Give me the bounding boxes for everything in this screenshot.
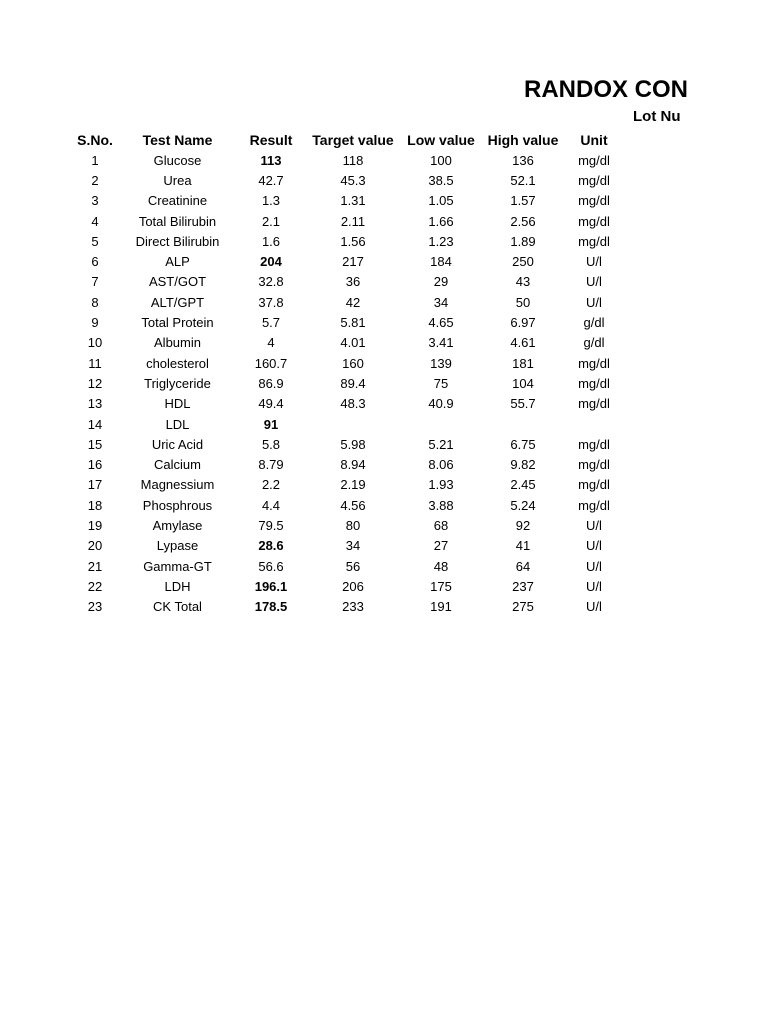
table-row	[70, 536, 625, 556]
cell-low-value: 1.23	[428, 233, 454, 249]
cell-sno: 16	[87, 457, 103, 473]
cell-high-value	[483, 414, 563, 434]
cell-low-value: 68	[433, 517, 449, 533]
cell-test-name: Uric Acid	[151, 436, 204, 452]
table-row	[70, 394, 625, 414]
cell-target-value: 56	[345, 558, 361, 574]
cell-high-value: 4.61	[510, 335, 536, 351]
cell-sno: 15	[87, 436, 103, 452]
cell-result: 28.6	[258, 538, 284, 554]
lot-number-label: Lot Nu	[633, 108, 681, 125]
cell-low-value: 3.88	[428, 497, 454, 513]
cell-result: 2.1	[261, 213, 281, 229]
cell-target-value: 5.98	[340, 436, 366, 452]
cell-result: 42.7	[258, 172, 284, 188]
cell-test-name: Direct Bilirubin	[135, 233, 220, 249]
table-row	[70, 373, 625, 393]
cell-low-value: 175	[430, 578, 452, 594]
cell-low-value: 4.65	[428, 315, 454, 331]
cell-test-name: Magnessium	[140, 477, 215, 493]
cell-unit: mg/dl	[578, 152, 610, 168]
cell-test-name: Glucose	[153, 152, 202, 168]
cell-low-value: 100	[430, 152, 452, 168]
cell-sno: 20	[87, 538, 103, 554]
cell-low-value	[399, 414, 483, 434]
cell-high-value: 1.89	[510, 233, 536, 249]
cell-test-name: Lypase	[156, 538, 199, 554]
cell-high-value: 104	[512, 375, 534, 391]
cell-sno: 12	[87, 375, 103, 391]
cell-result: 4.4	[261, 497, 281, 513]
cell-unit: U/l	[586, 254, 602, 270]
cell-target-value: 206	[342, 578, 364, 594]
cell-test-name: ALT/GPT	[150, 294, 205, 310]
cell-low-value: 75	[433, 375, 449, 391]
cell-sno: 6	[91, 254, 99, 270]
cell-test-name: AST/GOT	[148, 274, 207, 290]
cell-low-value: 3.41	[428, 335, 454, 351]
cell-sno: 22	[87, 578, 103, 594]
column-header-test-name: Test Name	[142, 132, 213, 148]
cell-high-value: 6.75	[510, 436, 536, 452]
cell-unit: mg/dl	[578, 375, 610, 391]
cell-high-value: 92	[515, 517, 531, 533]
cell-target-value: 2.19	[340, 477, 366, 493]
table-row	[70, 333, 625, 353]
cell-low-value: 1.66	[428, 213, 454, 229]
cell-target-value: 5.81	[340, 315, 366, 331]
cell-result: 196.1	[254, 578, 288, 594]
cell-test-name: cholesterol	[146, 355, 209, 371]
column-header-target-value: Target value	[312, 132, 394, 148]
column-header-unit: Unit	[580, 132, 608, 148]
cell-unit: U/l	[586, 538, 602, 554]
cell-target-value: 217	[342, 254, 364, 270]
cell-low-value: 191	[430, 599, 452, 615]
cell-high-value: 52.1	[510, 172, 536, 188]
table-row	[70, 251, 625, 271]
table-row	[70, 353, 625, 373]
cell-unit: mg/dl	[578, 396, 610, 412]
cell-result: 204	[260, 254, 282, 270]
table-row	[70, 475, 625, 495]
cell-target-value: 80	[345, 517, 361, 533]
cell-unit: mg/dl	[578, 233, 610, 249]
cell-test-name: Total Protein	[141, 315, 214, 331]
cell-result: 37.8	[258, 294, 284, 310]
cell-sno: 9	[91, 315, 99, 331]
cell-result: 91	[263, 416, 279, 432]
cell-result: 8.79	[258, 457, 284, 473]
cell-result: 79.5	[258, 517, 284, 533]
cell-low-value: 1.05	[428, 193, 454, 209]
cell-sno: 1	[91, 152, 99, 168]
cell-high-value: 64	[515, 558, 531, 574]
cell-unit: mg/dl	[578, 193, 610, 209]
cell-low-value: 139	[430, 355, 452, 371]
cell-sno: 11	[88, 355, 102, 371]
cell-high-value: 136	[512, 152, 534, 168]
cell-unit: U/l	[586, 558, 602, 574]
cell-target-value: 118	[342, 152, 364, 168]
cell-unit: mg/dl	[578, 436, 610, 452]
cell-result: 1.6	[261, 233, 281, 249]
cell-high-value: 55.7	[510, 396, 536, 412]
cell-high-value: 2.45	[510, 477, 536, 493]
cell-test-name: CK Total	[153, 599, 202, 615]
cell-unit	[563, 414, 625, 434]
cell-target-value: 36	[345, 274, 361, 290]
cell-target-value: 48.3	[340, 396, 366, 412]
cell-target-value: 2.11	[340, 213, 366, 229]
cell-test-name: Urea	[163, 172, 192, 188]
cell-test-name: ALP	[165, 254, 190, 270]
table-row	[70, 454, 625, 474]
cell-test-name: Calcium	[154, 457, 201, 473]
cell-result: 86.9	[258, 375, 284, 391]
cell-target-value: 4.56	[340, 497, 366, 513]
cell-sno: 4	[91, 213, 99, 229]
table-row	[70, 170, 625, 190]
cell-sno: 23	[87, 599, 103, 615]
cell-test-name: LDH	[164, 578, 191, 594]
cell-unit: mg/dl	[578, 355, 610, 371]
cell-unit: U/l	[586, 274, 602, 290]
cell-unit: U/l	[586, 517, 602, 533]
table-row	[70, 597, 625, 617]
cell-low-value: 1.93	[428, 477, 454, 493]
cell-unit: g/dl	[583, 315, 605, 331]
cell-test-name: Creatinine	[147, 193, 208, 209]
cell-unit: g/dl	[583, 335, 605, 351]
cell-low-value: 48	[433, 558, 449, 574]
cell-result: 32.8	[258, 274, 284, 290]
table-row	[70, 292, 625, 312]
cell-low-value: 29	[433, 274, 449, 290]
cell-target-value: 233	[342, 599, 364, 615]
column-header-low-value: Low value	[407, 132, 475, 148]
cell-low-value: 34	[433, 294, 449, 310]
cell-result: 5.7	[261, 315, 281, 331]
cell-unit: mg/dl	[578, 457, 610, 473]
cell-unit: U/l	[586, 599, 602, 615]
column-header-result: Result	[249, 132, 293, 148]
cell-test-name: Triglyceride	[144, 375, 211, 391]
cell-sno: 5	[91, 233, 99, 249]
column-header-high-value: High value	[487, 132, 559, 148]
column-header-sno: S.No.	[77, 132, 113, 148]
cell-high-value: 5.24	[510, 497, 536, 513]
cell-unit: mg/dl	[578, 477, 610, 493]
qc-results-table	[70, 130, 625, 617]
cell-low-value: 8.06	[428, 457, 454, 473]
cell-high-value: 1.57	[510, 193, 536, 209]
cell-sno: 13	[87, 396, 103, 412]
cell-sno: 17	[87, 477, 103, 493]
cell-sno: 14	[87, 416, 103, 432]
cell-unit: U/l	[586, 294, 602, 310]
cell-low-value: 27	[433, 538, 449, 554]
cell-target-value: 1.56	[340, 233, 366, 249]
cell-sno: 8	[91, 294, 99, 310]
cell-target-value: 160	[342, 355, 364, 371]
table-row	[70, 434, 625, 454]
cell-target-value	[307, 414, 399, 434]
cell-target-value: 89.4	[340, 375, 366, 391]
cell-target-value: 8.94	[340, 457, 366, 473]
cell-test-name: Total Bilirubin	[138, 213, 217, 229]
table-row	[70, 272, 625, 292]
cell-sno: 21	[87, 558, 103, 574]
report-title: RANDOX CON	[524, 76, 689, 103]
cell-test-name: Phosphrous	[142, 497, 213, 513]
table-row	[70, 414, 625, 434]
cell-result: 4	[267, 335, 275, 351]
cell-low-value: 38.5	[428, 172, 454, 188]
cell-high-value: 181	[512, 355, 534, 371]
table-header-row	[70, 130, 625, 150]
table-row	[70, 191, 625, 211]
table-row	[70, 556, 625, 576]
cell-result: 113	[260, 152, 282, 168]
cell-sno: 18	[87, 497, 103, 513]
table-row	[70, 211, 625, 231]
cell-sno: 2	[91, 172, 99, 188]
cell-high-value: 250	[512, 254, 534, 270]
cell-result: 56.6	[258, 558, 284, 574]
cell-unit: mg/dl	[578, 213, 610, 229]
cell-result: 160.7	[254, 355, 288, 371]
cell-test-name: Gamma-GT	[143, 558, 212, 574]
cell-low-value: 184	[430, 254, 452, 270]
cell-high-value: 43	[515, 274, 531, 290]
cell-result: 2.2	[261, 477, 281, 493]
cell-test-name: LDL	[165, 416, 190, 432]
cell-high-value: 275	[512, 599, 534, 615]
cell-target-value: 4.01	[340, 335, 366, 351]
cell-test-name: Amylase	[152, 517, 203, 533]
cell-high-value: 2.56	[510, 213, 536, 229]
cell-target-value: 34	[345, 538, 361, 554]
table-row	[70, 150, 625, 170]
cell-test-name: Albumin	[154, 335, 201, 351]
cell-unit: mg/dl	[578, 172, 610, 188]
cell-low-value: 5.21	[428, 436, 454, 452]
cell-result: 49.4	[258, 396, 284, 412]
cell-unit: U/l	[586, 578, 602, 594]
cell-high-value: 50	[515, 294, 531, 310]
cell-high-value: 237	[512, 578, 534, 594]
table-row	[70, 231, 625, 251]
cell-high-value: 9.82	[510, 457, 536, 473]
cell-low-value: 40.9	[428, 396, 454, 412]
cell-high-value: 41	[515, 538, 531, 554]
cell-result: 1.3	[261, 193, 281, 209]
cell-target-value: 42	[345, 294, 361, 310]
table-row	[70, 576, 625, 596]
cell-sno: 3	[91, 193, 99, 209]
table-row	[70, 515, 625, 535]
cell-result: 178.5	[254, 599, 288, 615]
cell-target-value: 1.31	[340, 193, 366, 209]
cell-unit: mg/dl	[578, 497, 610, 513]
cell-result: 5.8	[261, 436, 281, 452]
cell-high-value: 6.97	[510, 315, 536, 331]
table-row	[70, 312, 625, 332]
cell-target-value: 45.3	[340, 172, 366, 188]
cell-sno: 10	[87, 335, 103, 351]
cell-test-name: HDL	[164, 396, 191, 412]
table-row	[70, 495, 625, 515]
cell-sno: 7	[91, 274, 99, 290]
cell-sno: 19	[87, 517, 103, 533]
